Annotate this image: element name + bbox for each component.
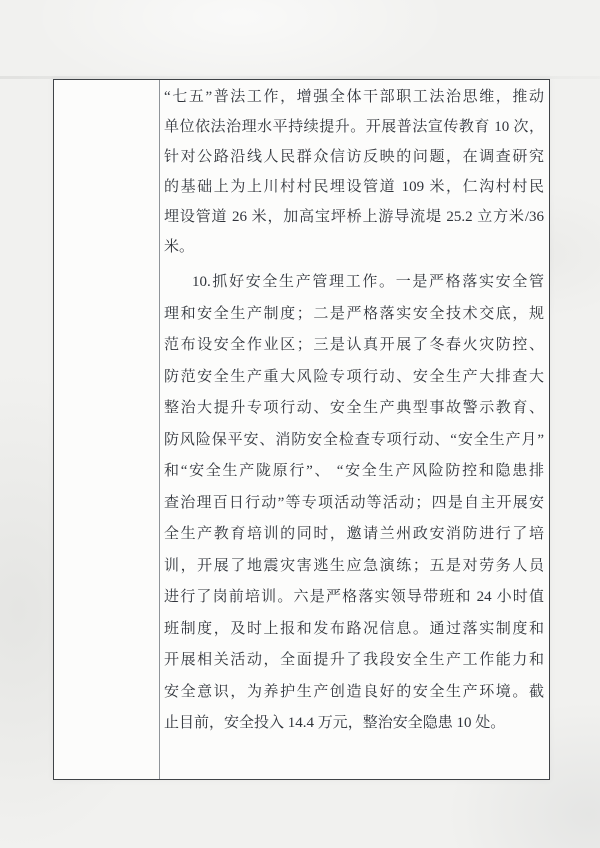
text-line: 查治理百日行动”等专项活动等活动；四是自主开展安 <box>164 494 544 511</box>
text-line: 防风险保平安、消防安全检查专项行动、“安全生产月” <box>164 431 544 448</box>
text-line: 范布设安全作业区；三是认真开展了冬春火灾防控、 <box>164 337 544 353</box>
table-content-cell <box>160 80 549 779</box>
report-table <box>53 79 550 780</box>
text-line: 训，开展了地震灾害逃生应急演练；五是对劳务人员 <box>164 557 544 574</box>
text-line: 止目前，安全投入 14.4 万元，整治安全隐患 10 处。 <box>164 715 506 731</box>
text-line: 全生产教育培训的同时，邀请兰州政安消防进行了培 <box>164 526 544 542</box>
paragraph <box>164 82 544 262</box>
text-line: 的基础上为上川村村民埋设管道 109 米，仁沟村村民 <box>164 179 544 195</box>
paragraph <box>164 267 544 740</box>
text-line: 整治大提升专项行动、安全生产典型事故警示教育、 <box>164 400 544 416</box>
text-line: 米。 <box>164 239 195 255</box>
text-line: 理和安全生产制度；二是严格落实安全技术交底，规 <box>164 305 544 322</box>
text-line: 班制度，及时上报和发布路况信息。通过落实制度和 <box>164 620 544 637</box>
text-line: 单位依法治理水平持续提升。开展普法宣传教育 10 次， <box>164 119 544 135</box>
text-line: “七五”普法工作，增强全体干部职工法治思维，推动 <box>164 89 544 105</box>
text-line: 防范安全生产重大风险专项行动、安全生产大排查大 <box>164 368 544 385</box>
table-left-cell-empty <box>54 80 160 779</box>
document-paragraphs <box>164 82 544 740</box>
text-line: 埋设管道 26 米，加高宝坪桥上游导流堤 25.2 立方米/36 <box>164 209 544 225</box>
text-line: 安全意识，为养护生产创造良好的安全生产环境。截 <box>164 683 544 700</box>
text-line: 和“安全生产陇原行”、 “安全生产风险防控和隐患排 <box>164 463 544 479</box>
text-line: 开展相关活动，全面提升了我段安全生产工作能力和 <box>164 652 544 668</box>
text-line: 进行了岗前培训。六是严格落实领导带班和 24 小时值 <box>164 589 544 605</box>
text-line: 10.抓好安全生产管理工作。一是严格落实安全管 <box>192 274 544 290</box>
text-line: 针对公路沿线人民群众信访反映的问题，在调查研究 <box>164 149 544 165</box>
